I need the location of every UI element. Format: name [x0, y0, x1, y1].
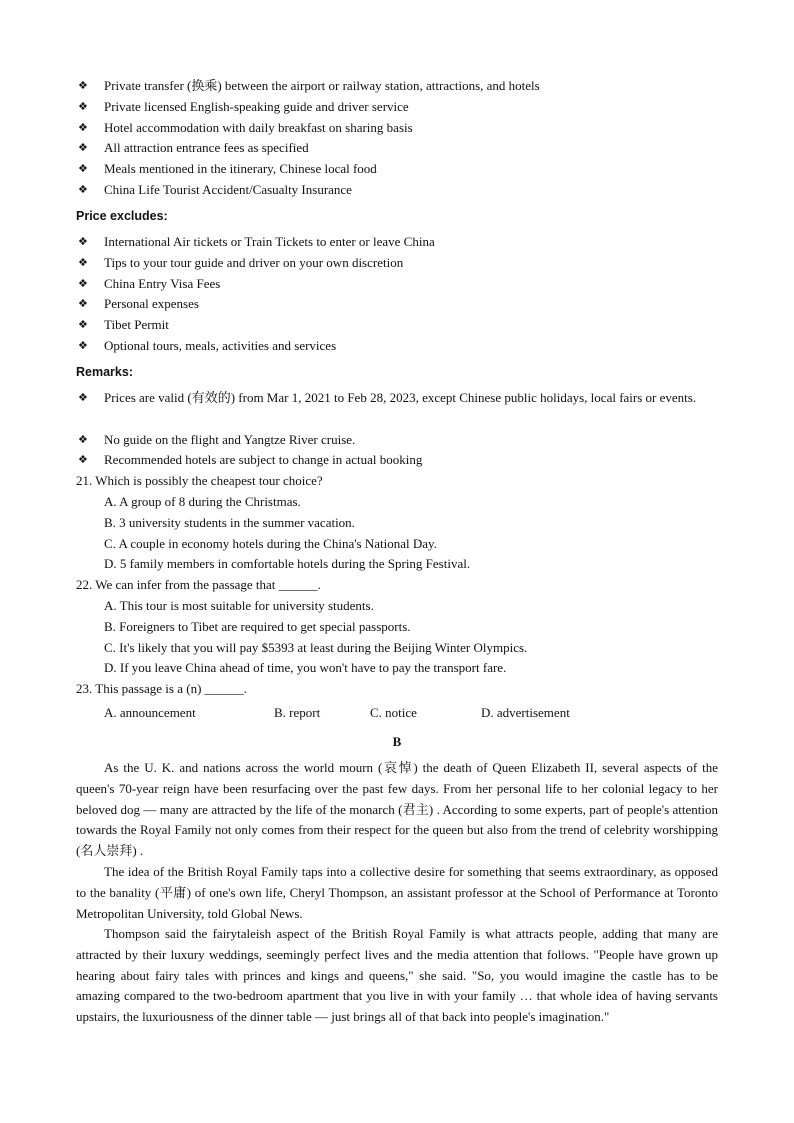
- bullet-icon: ❖: [78, 318, 88, 331]
- question-option: D. 5 family members in comfortable hotels during the Spring Festival.: [104, 556, 471, 571]
- bullet-icon: ❖: [78, 256, 88, 269]
- remarks-item: Prices are valid (有效的) from Mar 1, 2021 to Feb 28, 2023, except Chinese public holidays, local fairs or events.: [104, 390, 697, 405]
- bullet-icon: ❖: [78, 277, 88, 290]
- includes-item: China Life Tourist Accident/Casualty Insurance: [104, 182, 352, 197]
- bullet-icon: ❖: [78, 339, 88, 352]
- excludes-item: Tibet Permit: [104, 317, 169, 332]
- excludes-heading: Price excludes:: [76, 209, 168, 223]
- question-option: C. notice: [370, 705, 417, 720]
- includes-item: All attraction entrance fees as specified: [104, 140, 309, 155]
- question-stem: 23. This passage is a (n) ______.: [76, 681, 247, 696]
- remarks-item: Recommended hotels are subject to change in actual booking: [104, 452, 423, 467]
- bullet-icon: ❖: [78, 141, 88, 154]
- question-option: B. Foreigners to Tibet are required to get special passports.: [104, 619, 411, 634]
- bullet-icon: ❖: [78, 297, 88, 310]
- bullet-icon: ❖: [78, 100, 88, 113]
- section-title: B: [392, 734, 402, 749]
- bullet-icon: ❖: [78, 453, 88, 466]
- question-option: C. It's likely that you will pay $5393 at least during the Beijing Winter Olympics.: [104, 640, 528, 655]
- remarks-item: No guide on the flight and Yangtze River cruise.: [104, 432, 356, 447]
- excludes-item: International Air tickets or Train Tickets to enter or leave China: [104, 234, 435, 249]
- question-option: A. announcement: [104, 705, 196, 720]
- question-stem: 22. We can infer from the passage that ______.: [76, 577, 321, 592]
- excludes-item: Personal expenses: [104, 296, 199, 311]
- question-option: D. advertisement: [481, 705, 570, 720]
- excludes-item: Optional tours, meals, activities and services: [104, 338, 337, 353]
- bullet-icon: ❖: [78, 162, 88, 175]
- question-option: B. report: [274, 705, 321, 720]
- question-option: D. If you leave China ahead of time, you won't have to pay the transport fare.: [104, 660, 507, 675]
- bullet-icon: ❖: [78, 79, 88, 92]
- includes-item: Private transfer (换乘) between the airport or railway station, attractions, and hotels: [104, 78, 540, 93]
- excludes-item: China Entry Visa Fees: [104, 276, 221, 291]
- bullet-icon: ❖: [78, 391, 88, 404]
- bullet-icon: ❖: [78, 183, 88, 196]
- includes-item: Meals mentioned in the itinerary, Chinese local food: [104, 161, 377, 176]
- question-option: C. A couple in economy hotels during the China's National Day.: [104, 536, 437, 551]
- paragraph: As the U. K. and nations across the world mourn (哀悼) the death of Queen Elizabeth II, several aspects of the queen's 70-year reign have been resurfacing over the past few days. From her personal life to her colonial legacy to her beloved dog — many are attracted by the life of the monarch (君主) . According to some experts, part of people's attention towards the Royal Family not only comes from their respect for the queen but also from the trend of celebrity worshipping (名人崇拜) .: [76, 760, 718, 859]
- question-option: A. A group of 8 during the Christmas.: [104, 494, 301, 509]
- paragraph: The idea of the British Royal Family taps into a collective desire for something that seems extraordinary, as opposed to the banality (平庸) of one's own life, Cheryl Thompson, an assistant professor at the School of Performance at Toronto Metropolitan University, told Global News.: [76, 864, 718, 921]
- paragraph: Thompson said the fairytaleish aspect of the British Royal Family is what attracts people, adding that many are attracted by their luxury weddings, seemingly perfect lives and the media attention that follows. "People have grown up hearing about fairy tales with princes and kings and queens," she said. "So, you would imagine the castle has to be amazing compared to the two-bedroom apartment that you live in with your family … that whole idea of having servants upstairs, the luxuriousness of the dinner table — just brings all of that back into people's imagination.": [76, 926, 718, 1025]
- excludes-item: Tips to your tour guide and driver on your own discretion: [104, 255, 404, 270]
- question-option: A. This tour is most suitable for university students.: [104, 598, 374, 613]
- question-option: B. 3 university students in the summer vacation.: [104, 515, 355, 530]
- includes-item: Hotel accommodation with daily breakfast on sharing basis: [104, 120, 413, 135]
- includes-item: Private licensed English-speaking guide and driver service: [104, 99, 409, 114]
- question-stem: 21. Which is possibly the cheapest tour choice?: [76, 473, 323, 488]
- bullet-icon: ❖: [78, 235, 88, 248]
- remarks-heading: Remarks:: [76, 365, 133, 379]
- bullet-icon: ❖: [78, 121, 88, 134]
- bullet-icon: ❖: [78, 433, 88, 446]
